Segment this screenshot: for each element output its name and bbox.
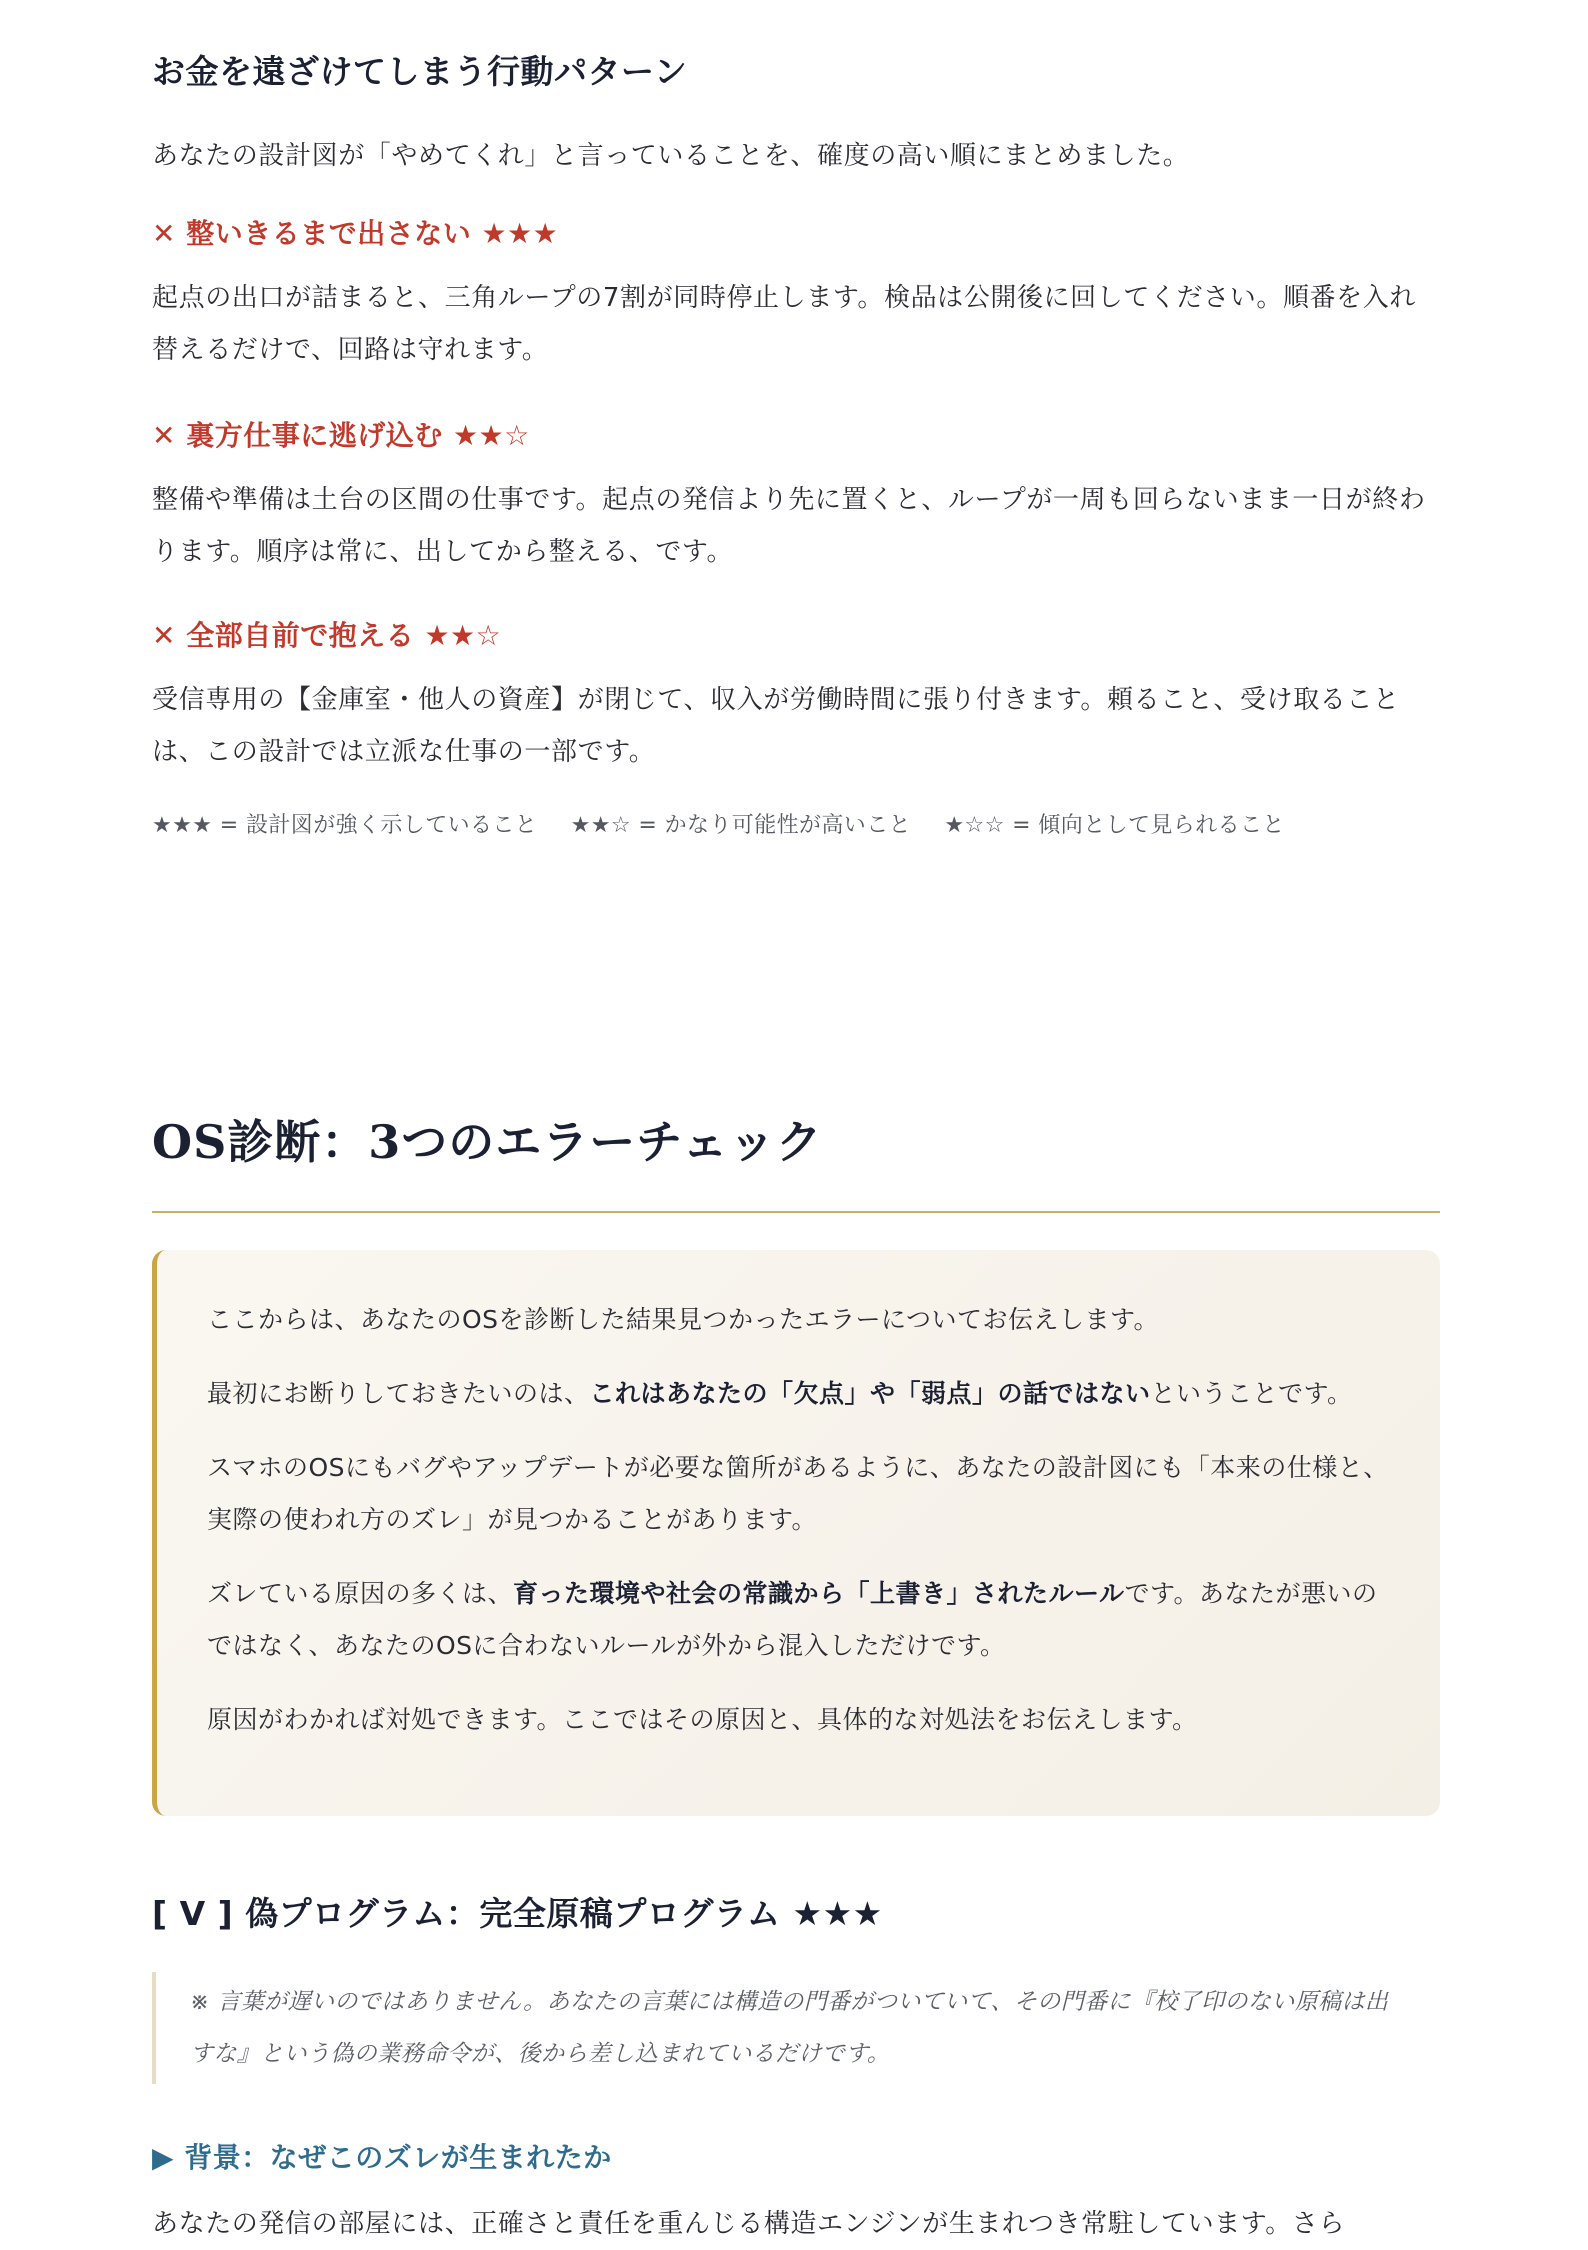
notice-paragraph-3: スマホのOSにもバグやアップデートが必要な箇所があるように、あなたの設計図にも「本来の仕様と、実際の使われ方のズレ」が見つかることがあります。 <box>207 1453 1389 1534</box>
error-v-note: ※ 言葉が遅いのではありません。あなたの言葉には構造の門番がついていて、その門番に『校了印のない原稿は出すな』という偽の業務命令が、後から差し込まれているだけです。 <box>152 1972 1440 2084</box>
confidence-legend <box>152 808 1440 839</box>
notice-p2-post: ということです。 <box>1150 1379 1353 1408</box>
notice-paragraph-1: ここからは、あなたのOSを診断した結果見つかったエラーについてお伝えします。 <box>207 1305 1160 1334</box>
error-v-title: [ V ] 偽プログラム：完全原稿プログラム ★★★ <box>152 1894 883 1933</box>
notice-p4-post: です。あなたが悪いのではなく、あなたのOSに合わないルールが外から混入しただけです。 <box>207 1579 1378 1660</box>
money-heading: お金を遠ざけてしまう行動パターン <box>152 52 688 91</box>
pattern-title-3: ✕ 全部自前で抱える ★★☆ <box>152 619 502 652</box>
notice-p2-emphasis: これはあなたの「欠点」や「弱点」の話ではない <box>589 1379 1151 1408</box>
os-diagnosis-title: OS診断：3つのエラーチェック <box>152 1115 823 1169</box>
legend-item-mid: ★★☆ = かなり可能性が高いこと <box>570 813 911 838</box>
notice-box <box>152 1250 1440 1816</box>
legend-item-low: ★☆☆ = 傾向として見られること <box>944 813 1285 838</box>
pattern-body-3: 受信専用の【金庫室・他人の資産】が閉じて、収入が労働時間に張り付きます。頼ること、受け取ることは、この設計では立派な仕事の一部です。 <box>152 685 1400 767</box>
notice-p2-pre: 最初にお断りしておきたいのは、 <box>207 1379 590 1408</box>
money-intro: あなたの設計図が「やめてくれ」と言っていることを、確度の高い順にまとめました。 <box>152 141 1190 171</box>
pattern-body-1: 起点の出口が詰まると、三角ループの7割が同時停止します。検品は公開後に回してください。順番を入れ替えるだけで、回路は守れます。 <box>152 283 1416 365</box>
notice-p4-emphasis: 育った環境や社会の常識から「上書き」されたルール <box>513 1579 1125 1608</box>
notice-paragraph-2 <box>207 1368 1394 1420</box>
notice-paragraph-4 <box>207 1568 1394 1672</box>
title-divider <box>152 1211 1440 1213</box>
notice-paragraph-5: 原因がわかれば対処できます。ここではその原因と、具体的な対処法をお伝えします。 <box>207 1705 1198 1734</box>
background-heading: ▶ 背景：なぜこのズレが生まれたか <box>152 2141 612 2174</box>
legend-item-high: ★★★ = 設計図が強く示していること <box>152 813 538 838</box>
background-body: あなたの発信の部屋には、正確さと責任を重んじる構造エンジンが生まれつき常駐しています。さら <box>152 2209 1346 2239</box>
notice-p4-pre: ズレている原因の多くは、 <box>207 1579 514 1608</box>
pattern-title-2: ✕ 裏方仕事に逃げ込む ★★☆ <box>152 419 530 452</box>
pattern-title-1: ✕ 整いきるまで出さない ★★★ <box>152 217 559 250</box>
pattern-body-2: 整備や準備は土台の区間の仕事です。起点の発信より先に置くと、ループが一周も回らないまま一日が終わります。順序は常に、出してから整える、です。 <box>152 485 1426 567</box>
